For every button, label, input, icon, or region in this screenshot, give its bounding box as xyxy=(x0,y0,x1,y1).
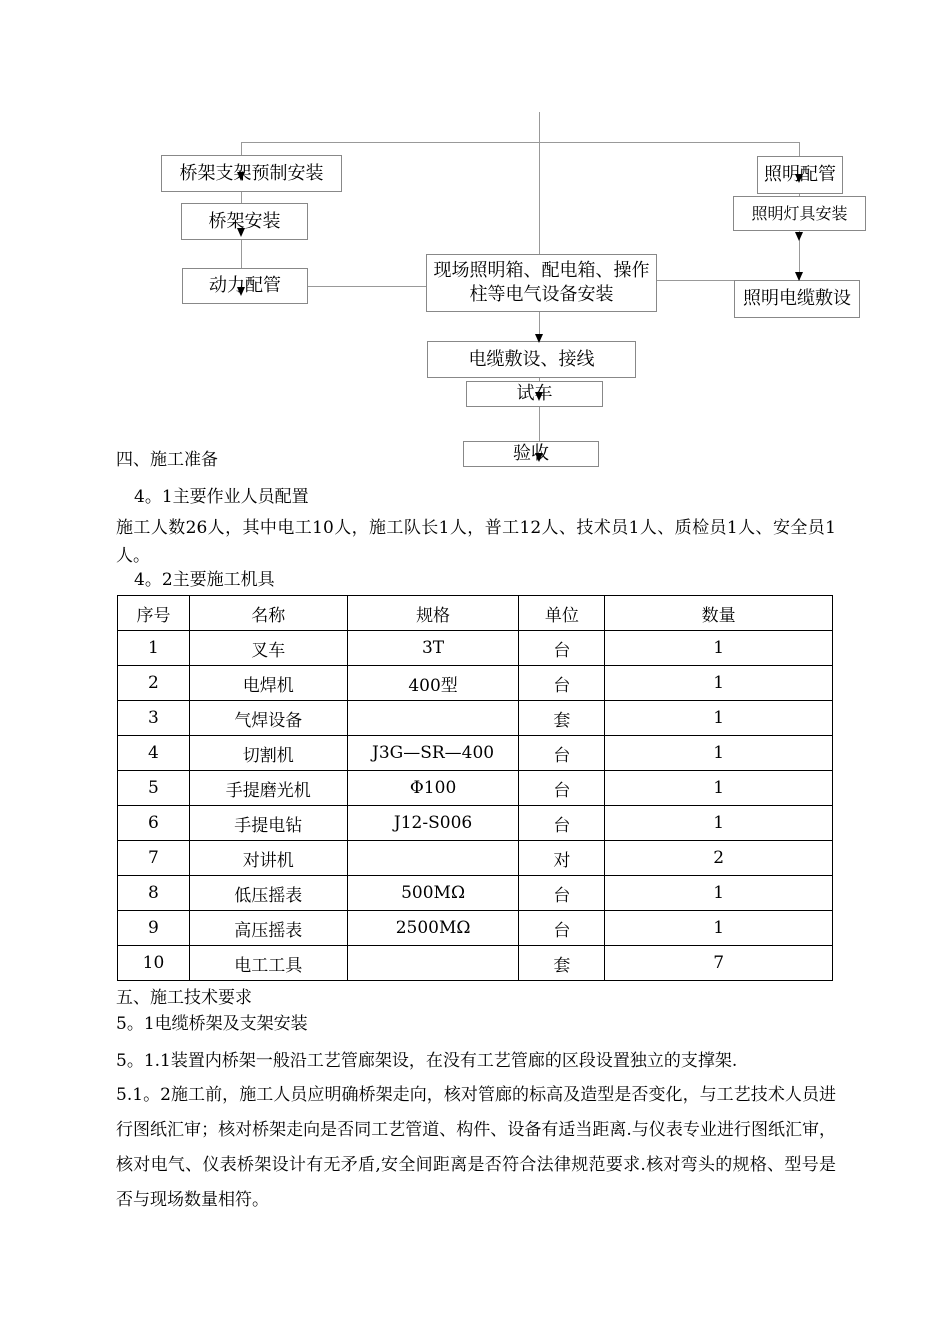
table-row xyxy=(118,806,833,841)
cell-spec: J3G—SR—400 xyxy=(347,736,519,771)
cell-unit: 台 xyxy=(519,876,605,911)
cell-index: 4 xyxy=(118,736,190,771)
cell-spec: Φ100 xyxy=(347,771,519,806)
arrow-to-lamp-install xyxy=(795,232,803,241)
table-row xyxy=(118,911,833,946)
cell-spec: J12-S006 xyxy=(347,806,519,841)
table-header-row xyxy=(118,596,833,631)
cell-unit: 台 xyxy=(519,736,605,771)
node-bridge-install: 桥架安装 xyxy=(181,203,308,240)
section5-1-1-text: 5。1.1装置内桥架一般沿工艺管廊架设，在没有工艺管廊的区段设置独立的支撑架. xyxy=(116,1051,738,1071)
header-index: 序号 xyxy=(118,596,190,631)
cell-quantity: 1 xyxy=(605,631,833,666)
node-lighting-cable: 照明电缆敷设 xyxy=(734,280,860,318)
cell-index: 7 xyxy=(118,841,190,876)
arrow-to-lighting-conduit xyxy=(795,174,803,183)
cell-unit: 台 xyxy=(519,666,605,701)
left-connector-line xyxy=(307,286,427,287)
arrow-to-acceptance xyxy=(535,453,543,462)
node-cable-laying: 电缆敷设、接线 xyxy=(427,341,636,378)
cell-spec xyxy=(347,841,519,876)
cell-index: 3 xyxy=(118,701,190,736)
cell-name: 电焊机 xyxy=(189,666,347,701)
cell-quantity: 1 xyxy=(605,876,833,911)
node-power-conduit: 动力配管 xyxy=(182,268,308,304)
table-row xyxy=(118,701,833,736)
arrow-to-bridge-install xyxy=(237,228,245,237)
cell-index: 10 xyxy=(118,946,190,981)
section5-1-2-text: 5.1。2施工前，施工人员应明确桥架走向，核对管廊的标高及造型是否变化，与工艺技术人员进行图纸汇审；核对桥架走向是否同工艺管道、构件、设备有适当距离.与仪表专业进行图纸汇审，核对电气、仪表桥架设计有无矛盾,安全间距离是否符合法律规范要求.核对弯头的规格、型号是否与现场数量相符。 xyxy=(116,1085,836,1210)
cell-name: 电工工具 xyxy=(189,946,347,981)
table-row xyxy=(118,841,833,876)
process-flowchart xyxy=(0,0,950,480)
table-row xyxy=(118,666,833,701)
table-row xyxy=(118,771,833,806)
cell-quantity: 1 xyxy=(605,911,833,946)
cell-index: 6 xyxy=(118,806,190,841)
cell-quantity: 7 xyxy=(605,946,833,981)
cell-quantity: 1 xyxy=(605,736,833,771)
cell-name: 高压摇表 xyxy=(189,911,347,946)
cell-quantity: 1 xyxy=(605,771,833,806)
cell-spec xyxy=(347,701,519,736)
cell-unit: 台 xyxy=(519,911,605,946)
cell-index: 2 xyxy=(118,666,190,701)
cell-unit: 套 xyxy=(519,701,605,736)
cell-name: 气焊设备 xyxy=(189,701,347,736)
table-row xyxy=(118,946,833,981)
arrow-to-cable-laying xyxy=(535,334,543,343)
header-quantity: 数量 xyxy=(605,596,833,631)
arrow-to-bridge-support xyxy=(237,172,245,181)
cell-index: 8 xyxy=(118,876,190,911)
cell-index: 9 xyxy=(118,911,190,946)
top-horizontal-line xyxy=(241,142,799,143)
cell-name: 切割机 xyxy=(189,736,347,771)
cell-name: 手提磨光机 xyxy=(189,771,347,806)
cell-name: 手提电钻 xyxy=(189,806,347,841)
node-lighting-conduit: 照明配管 xyxy=(757,156,843,194)
equipment-table xyxy=(117,595,833,981)
section5-heading: 五、施工技术要求 xyxy=(116,988,252,1008)
right-connector-line xyxy=(656,280,736,281)
node-site-equipment: 现场照明箱、配电箱、操作柱等电气设备安装 xyxy=(426,254,657,312)
cell-name: 低压摇表 xyxy=(189,876,347,911)
cell-spec: 500MΩ xyxy=(347,876,519,911)
cell-spec: 400型 xyxy=(347,666,519,701)
arrow-to-lighting-cable xyxy=(795,272,803,281)
section4-1-heading: 4。1主要作业人员配置 xyxy=(134,487,309,507)
cell-quantity: 2 xyxy=(605,841,833,876)
cell-unit: 套 xyxy=(519,946,605,981)
cell-quantity: 1 xyxy=(605,666,833,701)
node-test-run: 试车 xyxy=(466,381,603,407)
cell-quantity: 1 xyxy=(605,806,833,841)
section4-heading: 四、施工准备 xyxy=(116,450,218,470)
cell-unit: 台 xyxy=(519,806,605,841)
cell-spec xyxy=(347,946,519,981)
table-row xyxy=(118,876,833,911)
section4-2-heading: 4。2主要施工机具 xyxy=(134,570,275,590)
cell-name: 叉车 xyxy=(189,631,347,666)
cell-unit: 台 xyxy=(519,771,605,806)
header-unit: 单位 xyxy=(519,596,605,631)
cell-spec: 3T xyxy=(347,631,519,666)
cell-index: 1 xyxy=(118,631,190,666)
header-name: 名称 xyxy=(189,596,347,631)
section4-1-text: 施工人数26人，其中电工10人，施工队长1人，普工12人、技术员1人、质检员1人、安全员1人。 xyxy=(116,518,836,566)
arrow-to-test-run xyxy=(535,392,543,401)
table-row xyxy=(118,736,833,771)
cell-spec: 2500MΩ xyxy=(347,911,519,946)
table-row xyxy=(118,631,833,666)
arrow-to-power-conduit xyxy=(237,287,245,296)
node-acceptance: 验收 xyxy=(463,441,599,467)
cell-name: 对讲机 xyxy=(189,841,347,876)
node-lamp-install: 照明灯具安装 xyxy=(733,196,866,231)
cell-index: 5 xyxy=(118,771,190,806)
node-bridge-support: 桥架支架预制安装 xyxy=(161,155,342,192)
section5-1-heading: 5。1电缆桥架及支架安装 xyxy=(116,1014,308,1034)
header-spec: 规格 xyxy=(347,596,519,631)
cell-unit: 台 xyxy=(519,631,605,666)
cell-quantity: 1 xyxy=(605,701,833,736)
cell-unit: 对 xyxy=(519,841,605,876)
